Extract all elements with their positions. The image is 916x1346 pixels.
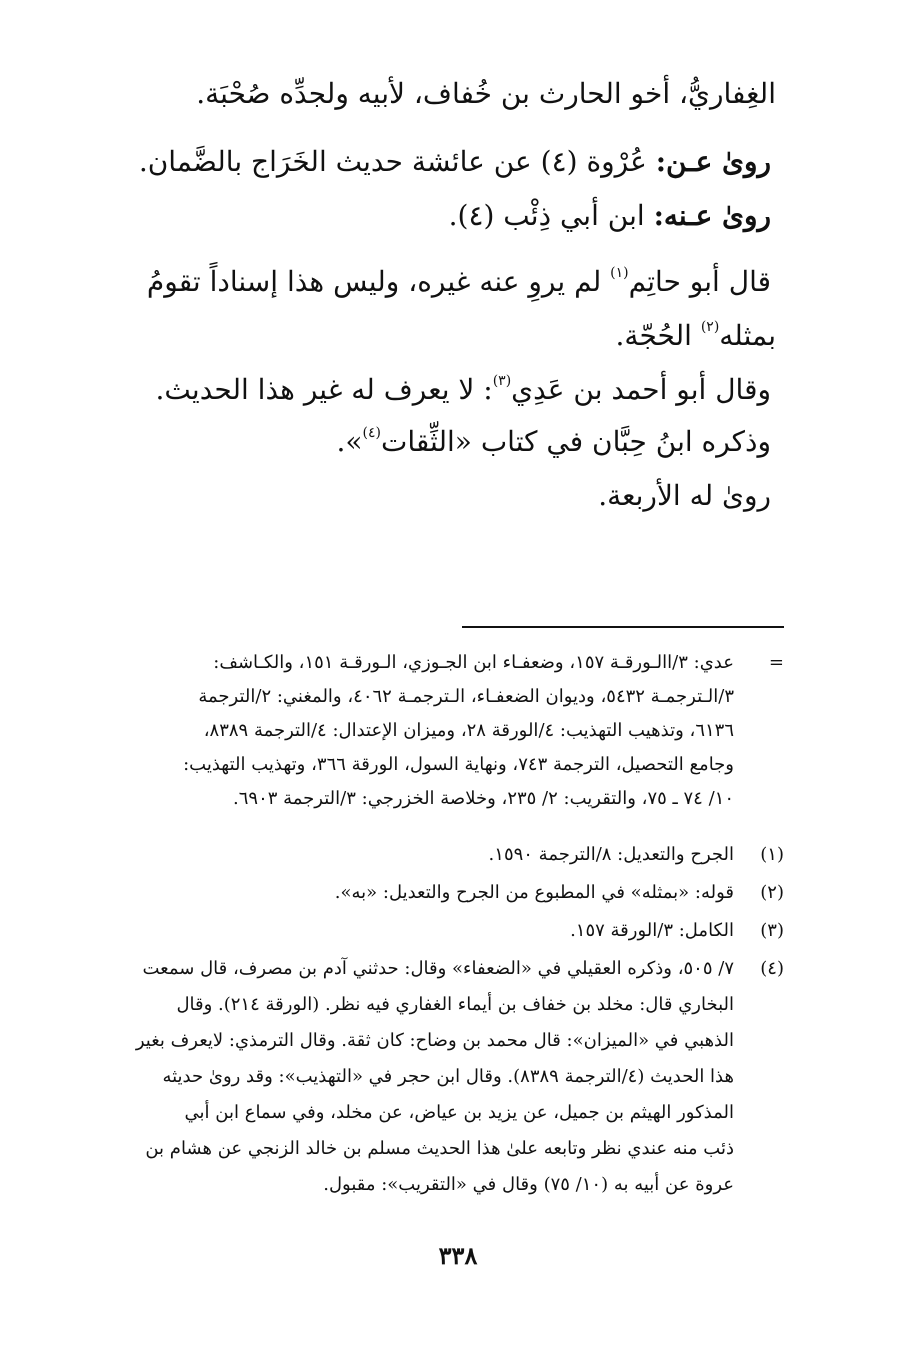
footnote-continuation-line: ٣/الـترجمـة ٥٤٣٢، وديوان الضعفـاء، الـترجمـة ٤٠٦٢، والمغني: ٢/الترجمة: [198, 686, 734, 707]
footnote-1-marker: (١): [760, 844, 784, 865]
narrated-by-label: روىٰ عـنه:: [653, 199, 771, 232]
footnote-4-line: هذا الحديث (٤/الترجمة ٨٣٨٩). وقال ابن حجر في «التهذيب»: وقد روىٰ حديثه: [162, 1066, 734, 1087]
footnote-4-line: البخاري قال: مخلد بن خفاف بن أيماء الغفاري فيه نظر. (الورقة ٢١٤). وقال: [176, 994, 734, 1015]
footnote-ref-3[interactable]: (٣): [492, 373, 512, 389]
narrated-by-text: ابن أبي ذِئْب (٤).: [448, 199, 645, 232]
footnote-3-text: الكامل: ٣/الورقة ١٥٧.: [570, 920, 734, 941]
main-line-3: [131, 196, 771, 236]
footnote-4-line: عروة عن أبيه به (١٠/ ٧٥) وقال في «التقريب»: مقبول.: [323, 1174, 734, 1195]
narrated-from-label: روىٰ عـن:: [655, 145, 771, 178]
footnote-4-marker: (٤): [760, 958, 784, 979]
text-segment: قال أبو حاتِم: [628, 265, 771, 298]
footnote-4-line: الذهبي في «الميزان»: قال محمد بن وضاح: كان ثقة. وقال الترمذي: لايعرف بغير: [135, 1030, 734, 1051]
footnote-continuation-line: ٦١٣٦، وتذهيب التهذيب: ٤/الورقة ٢٨، وميزان الإعتدال: ٤/الترجمة ٨٣٨٩،: [203, 720, 734, 741]
main-line-5: [136, 316, 776, 356]
page-number: ٣٣٨: [438, 1241, 478, 1270]
main-line-2: [131, 142, 771, 182]
text-segment: بمثله: [719, 319, 776, 352]
footnote-ref-4[interactable]: (٤): [362, 425, 381, 441]
footnote-4-line: ذئب منه عندي نظر وتابعه علىٰ هذا الحديث مسلم بن خالد الزنجي عن هشام بن: [145, 1138, 734, 1159]
footnote-separator: [462, 626, 784, 628]
footnote-2-marker: (٢): [760, 882, 784, 903]
continuation-marker: =: [768, 652, 784, 673]
main-line-4: [131, 262, 771, 302]
footnote-4-line: المذكور الهيثم بن جميل، عن يزيد بن عياض، عن مخلد، وفي سماع ابن أبي: [184, 1102, 734, 1123]
footnote-3-marker: (٣): [760, 920, 784, 941]
text-segment: وذكره ابنُ حِبَّان في كتاب «الثِّقات: [380, 425, 771, 458]
main-line-6: [131, 370, 771, 410]
narrated-from-text: عُرْوة (٤) عن عائشة حديث الخَرَاج بالضَّمان.: [138, 145, 647, 178]
footnote-continuation-line: عدي: ٣/االـورقـة ١٥٧، وضعفـاء ابن الجـوزي، الـورقـة ١٥١، والكـاشف:: [213, 652, 734, 673]
text-segment: وقال أبو أحمد بن عَدِي: [511, 373, 771, 406]
footnote-continuation-line: وجامع التحصيل، الترجمة ٧٤٣، ونهاية السول، الورقة ٣٦٦، وتهذيب التهذيب:: [183, 754, 734, 775]
footnote-1-text: الجرح والتعديل: ٨/الترجمة ١٥٩٠.: [488, 844, 734, 865]
text-segment: : لا يعرف له غير هذا الحديث.: [155, 373, 493, 406]
text-line: الغِفاريُّ، أخو الحارث بن خُفاف، لأبيه ولجدِّه صُحْبَة.: [196, 77, 776, 110]
footnote-continuation-line: ١٠/ ٧٤ ـ ٧٥، والتقريب: ٢/ ٢٣٥، وخلاصة الخزرجي: ٣/الترجمة ٦٩٠٣.: [233, 788, 734, 809]
main-line-8: [131, 476, 771, 516]
text-segment: ».: [336, 425, 363, 458]
text-line: روىٰ له الأربعة.: [598, 479, 771, 512]
main-line-1: [136, 74, 776, 114]
text-segment: لم يروِ عنه غيره، وليس هذا إسناداً تقومُ: [146, 265, 602, 298]
main-line-7: [131, 422, 771, 462]
footnote-ref-2[interactable]: (٢): [700, 319, 720, 335]
footnote-4-line: ٧/ ٥٠٥، وذكره العقيلي في «الضعفاء» وقال: حدثني آدم بن مصرف، قال سمعت: [142, 958, 734, 979]
footnote-2-text: قوله: «بمثله» في المطبوع من الجرح والتعديل: «به».: [334, 882, 734, 903]
text-segment: الحُجّة.: [615, 319, 692, 352]
footnote-ref-1[interactable]: (١): [610, 265, 629, 281]
